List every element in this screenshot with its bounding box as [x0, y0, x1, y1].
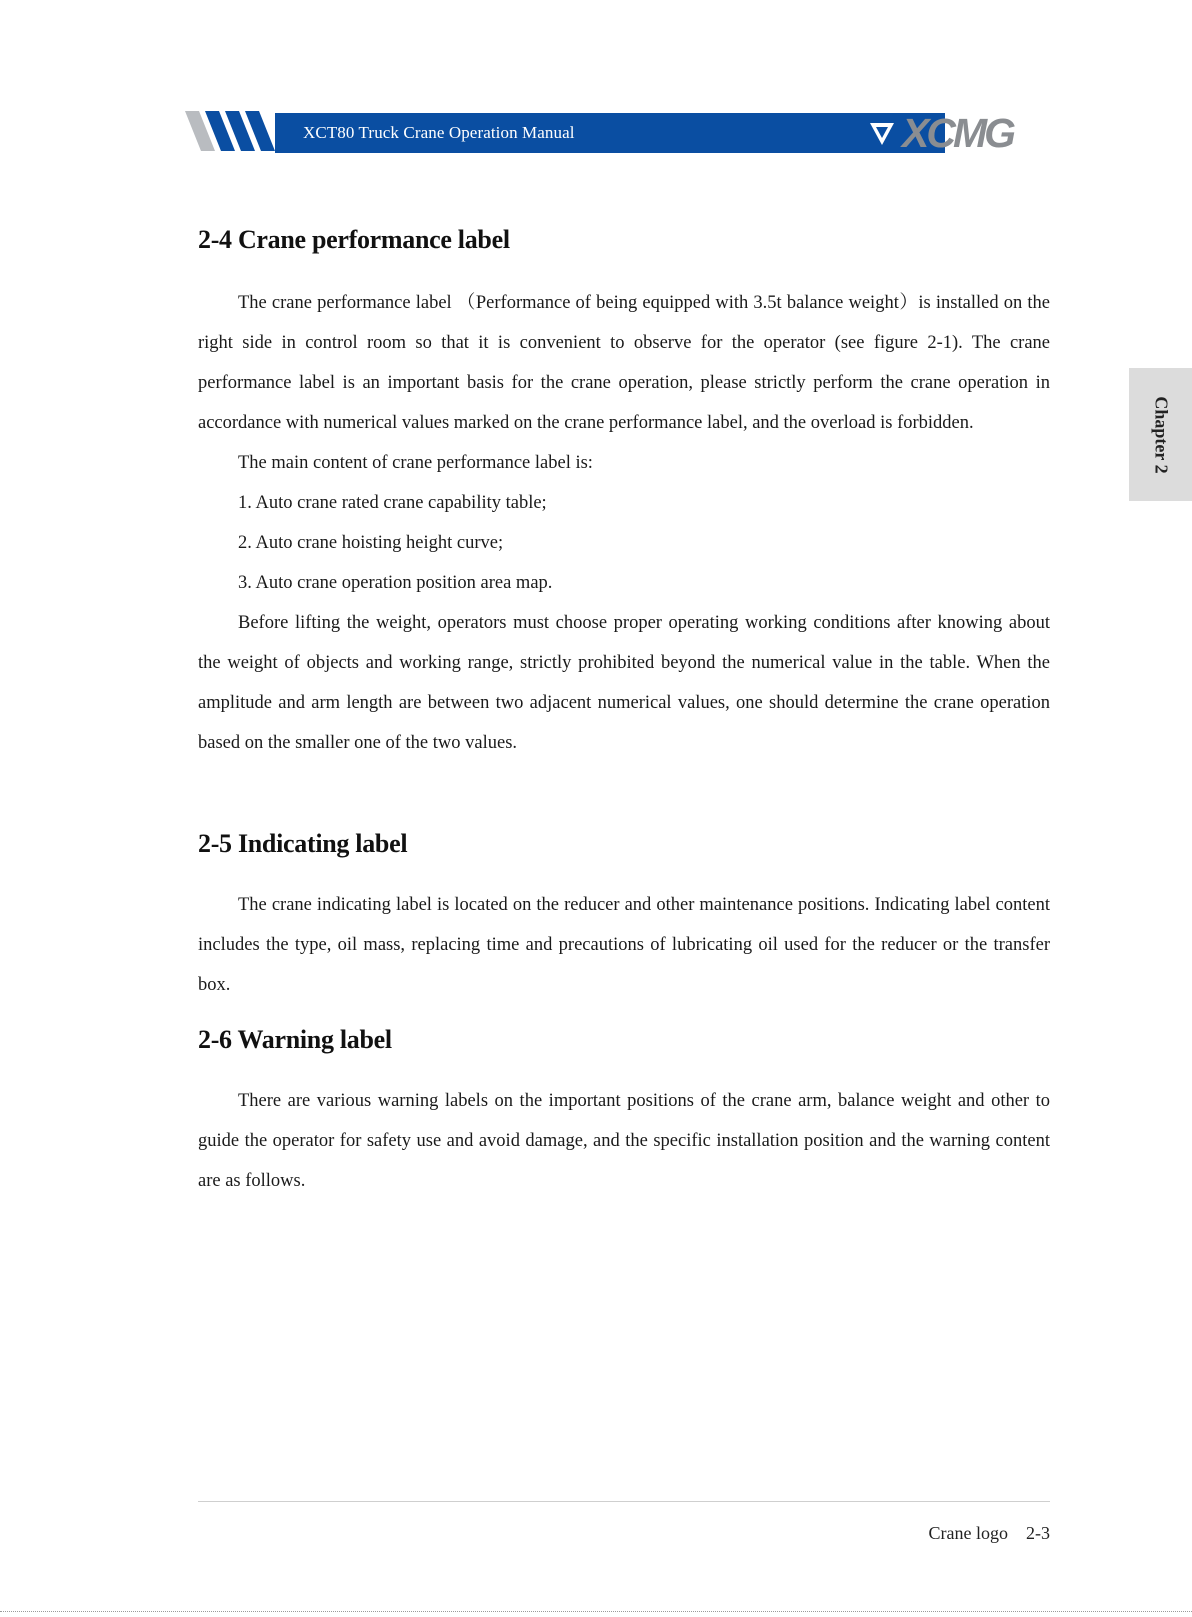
- footer-divider: [198, 1501, 1050, 1502]
- section-title: 2-6 Warning label: [198, 1025, 392, 1054]
- chapter-tab: [1129, 368, 1192, 501]
- paragraph: Before lifting the weight, operators must choose proper operating working conditions after knowing about the weight of objects and working range, strictly prohibited beyond the numerical value in the table. When the amplitude and arm length are between two adjacent numerical values, one should determine the crane operation based on the smaller one of the two values.: [198, 613, 1050, 753]
- page-footer: [929, 1523, 1050, 1544]
- footer-section-name: Crane logo: [928, 1523, 1008, 1543]
- paragraph: There are various warning labels on the important positions of the crane arm, balance weight and other to guide the operator for safety use and avoid damage, and the specific installation position and the warning content are as follows.: [198, 1091, 1050, 1191]
- header-stripes-icon: [185, 111, 285, 155]
- section-body: [198, 1081, 1050, 1201]
- section-title: 2-5 Indicating label: [198, 829, 408, 858]
- page-edge: [0, 1611, 1192, 1612]
- list-item: 1. Auto crane rated crane capability table;: [238, 493, 547, 513]
- list-item: 3. Auto crane operation position area map.: [238, 573, 553, 593]
- paragraph: The main content of crane performance label is:: [238, 453, 593, 473]
- xcmg-emblem-icon: [862, 113, 902, 153]
- section-title: 2-4 Crane performance label: [198, 225, 510, 254]
- section-body: [198, 885, 1050, 1005]
- chapter-tab-label: Chapter 2: [1151, 395, 1171, 474]
- logo-wordmark: XCMG: [902, 110, 1013, 156]
- page-number: 2-3: [1026, 1523, 1050, 1543]
- list-item: 2. Auto crane hoisting height curve;: [238, 533, 504, 553]
- section-body: [198, 283, 1050, 763]
- manual-title: XCT80 Truck Crane Operation Manual: [303, 123, 575, 142]
- xcmg-logo: [862, 111, 1050, 155]
- paragraph: The crane indicating label is located on the reducer and other maintenance positions. Indicating label content includes the type, oil mass, replacing time and precautions of lubricating oil used for the reducer or the transfer box.: [198, 895, 1050, 995]
- paragraph: The crane performance label （Performance of being equipped with 3.5t balance weight）is installed on the right side in control room so that it is convenient to observe for the operator (see figure 2-1). The crane performance label is an important basis for the crane operation, please strictly perform the crane operation in accordance with numerical values marked on the crane performance label, and the overload is forbidden.: [198, 293, 1050, 433]
